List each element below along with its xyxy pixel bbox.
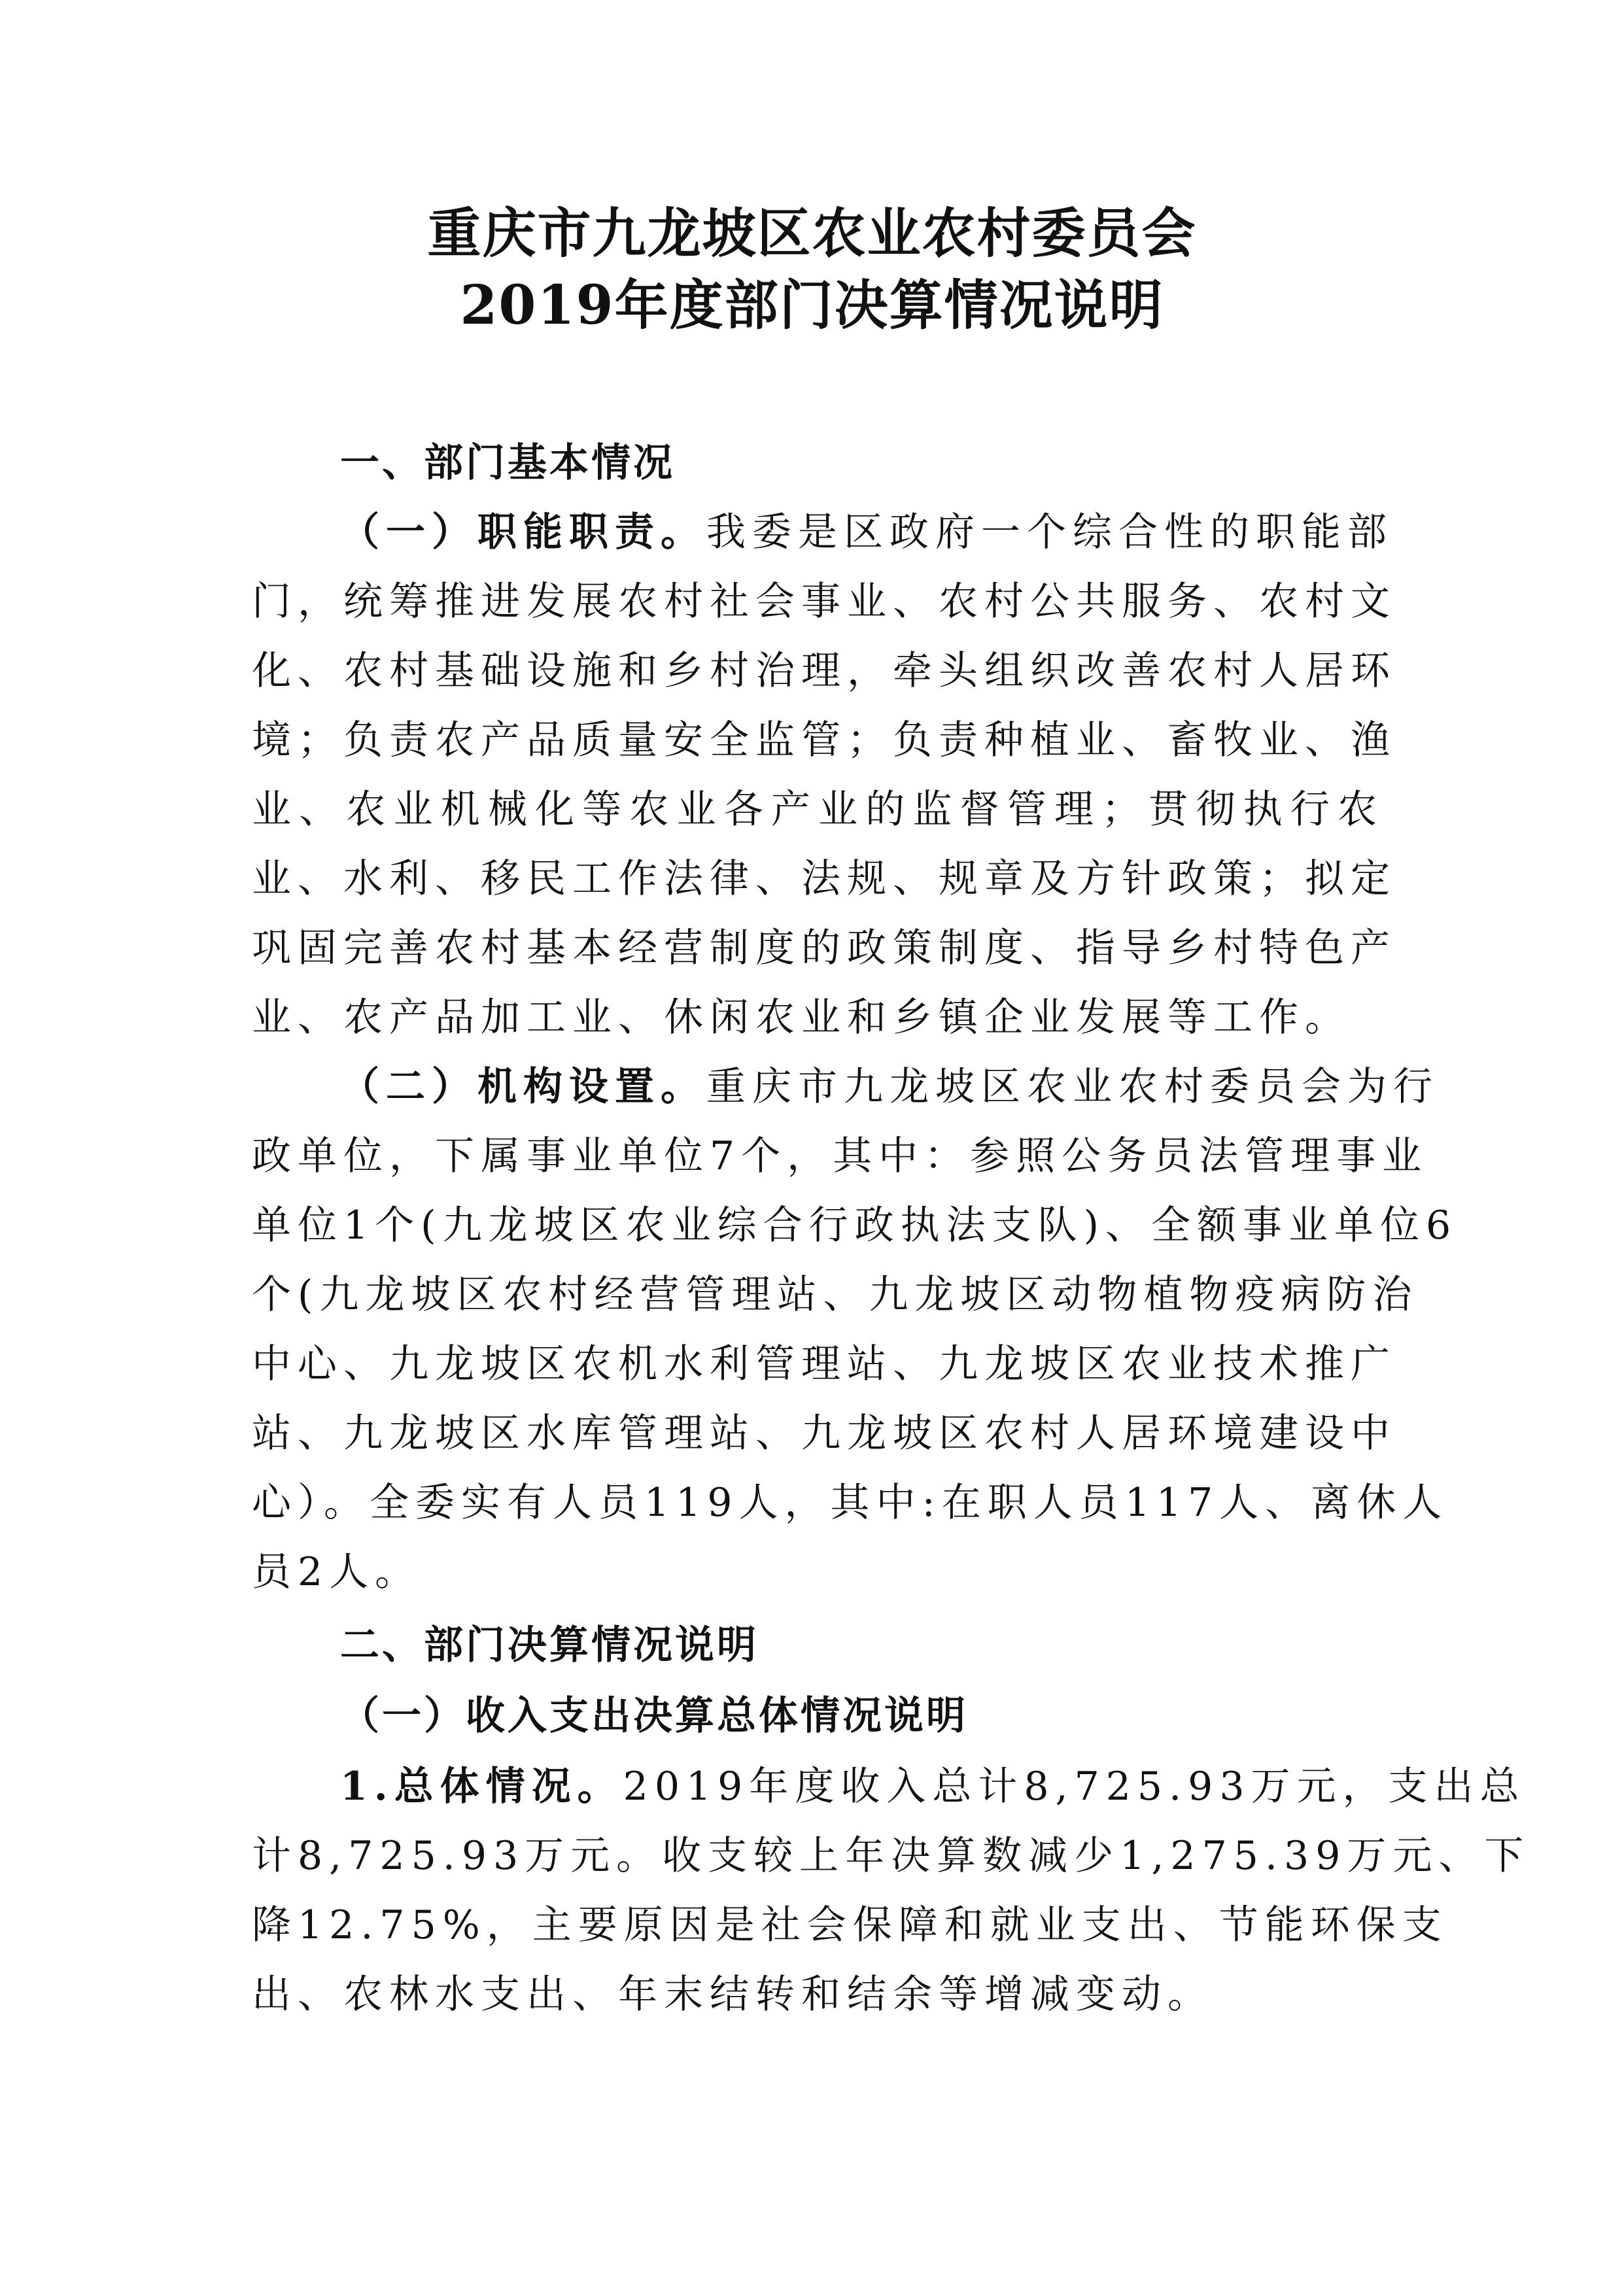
- paragraph-line: 出、农林水支出、年末结转和结余等增减变动。: [252, 1972, 1213, 2017]
- document-title-line-1: 重庆市九龙坡区农业农村委员会: [427, 202, 1197, 265]
- document-title-line-2: 2019年度部门决算情况说明: [460, 274, 1164, 337]
- paragraph-text: 我委是区政府一个综合性的职能部: [706, 509, 1393, 555]
- paragraph-line: 业、农产品加工业、休闲农业和乡镇企业发展等工作。: [252, 995, 1351, 1040]
- paragraph-line: 中心、九龙坡区农机水利管理站、九龙坡区农业技术推广: [252, 1341, 1396, 1387]
- paragraph-label: （一）职能职责。: [340, 509, 706, 555]
- paragraph-text: 重庆市九龙坡区农业农村委员会为行: [706, 1064, 1439, 1110]
- paragraph-line: 业、水利、移民工作法律、法规、规章及方针政策；拟定: [252, 856, 1396, 902]
- paragraph-line: 心）。全委实有人员119人，其中:在职人员117人、离休人: [252, 1480, 1449, 1526]
- paragraph-line: 化、农村基础设施和乡村治理，牵头组织改善农村人居环: [252, 648, 1396, 694]
- paragraph-line: 降12.75%，主要原因是社会保障和就业支出、节能环保支: [252, 1902, 1448, 1948]
- paragraph-line: 个(九龙坡区农村经营管理站、九龙坡区动物植物疫病防治: [252, 1272, 1419, 1318]
- paragraph-line: 政单位，下属事业单位7个，其中：参照公务员法管理事业: [252, 1133, 1428, 1179]
- section-heading-2: 二、部门决算情况说明: [340, 1622, 759, 1668]
- paragraph-label: （二）机构设置。: [340, 1064, 706, 1110]
- paragraph-line: 计8,725.93万元。收支较上年决算数减少1,275.39万元、下: [252, 1833, 1530, 1879]
- paragraph-line: 业、农业机械化等农业各产业的监督管理；贯彻执行农: [252, 787, 1383, 832]
- subsection-heading: （一）收入支出决算总体情况说明: [340, 1693, 968, 1739]
- paragraph-line: [340, 1061, 1439, 1113]
- paragraph-text: 2019年度收入总计8,725.93万元，支出总: [623, 1764, 1526, 1809]
- paragraph-line: 境；负责农产品质量安全监管；负责种植业、畜牧业、渔: [252, 717, 1396, 763]
- paragraph-line: 单位1个(九龙坡区农业综合行政执法支队)、全额事业单位6: [252, 1203, 1458, 1248]
- paragraph-line: 站、九龙坡区水库管理站、九龙坡区农村人居环境建设中: [252, 1411, 1396, 1456]
- section-heading-1: 一、部门基本情况: [340, 440, 675, 486]
- paragraph-line: [340, 1760, 1526, 1813]
- paragraph-line: 门，统筹推进发展农村社会事业、农村公共服务、农村文: [252, 579, 1396, 625]
- paragraph-line: [340, 506, 1393, 558]
- paragraph-line: 员2人。: [252, 1549, 421, 1595]
- paragraph-line: 巩固完善农村基本经营制度的政策制度、指导乡村特色产: [252, 925, 1396, 971]
- paragraph-label: 1.总体情况。: [340, 1764, 623, 1809]
